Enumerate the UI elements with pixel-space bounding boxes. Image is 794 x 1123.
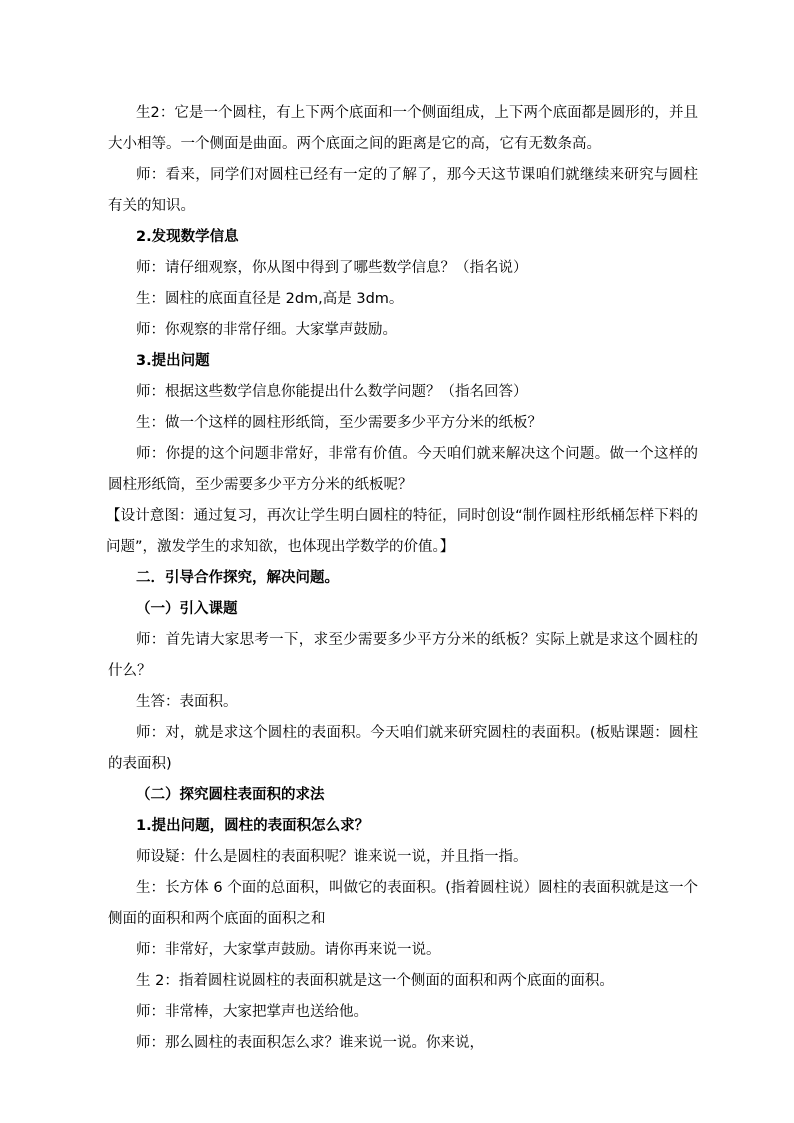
section-heading: 2.发现数学信息	[136, 229, 239, 245]
section-heading: 1.提出问题，圆柱的表面积怎么求？	[136, 818, 370, 834]
paragraph: 师：首先请大家思考一下，求至少需要多少平方分米的纸板？实际上就是求这个圆柱的什么？	[108, 632, 698, 679]
paragraph: 生：长方体 6 个面的总面积，叫做它的表面积。(指着圆柱说）圆柱的表面积就是这一个侧面的面积和两个底面的面积之和	[108, 880, 698, 927]
paragraph: 生：圆柱的底面直径是 2dm,高是 3dm。	[136, 291, 404, 307]
section-heading: 3.提出问题	[136, 353, 210, 369]
paragraph: 师：对，就是求这个圆柱的表面积。今天咱们就来研究圆柱的表面积。(板贴课题：圆柱的表面积)	[108, 725, 698, 772]
section-heading: （二）探究圆柱表面积的求法	[136, 787, 325, 803]
paragraph: 师：你观察的非常仔细。大家掌声鼓励。	[136, 322, 397, 338]
paragraph: 生 2：指着圆柱说圆柱的表面积就是这一个侧面的面积和两个底面的面积。	[136, 973, 614, 989]
paragraph: 生2：它是一个圆柱，有上下两个底面和一个侧面组成，上下两个底面都是圆形的，并且大小相等。一个侧面是曲面。两个底面之间的距离是它的高，它有无数条高。	[108, 105, 698, 152]
paragraph: 师：请仔细观察，你从图中得到了哪些数学信息？（指名说）	[136, 260, 528, 276]
paragraph: 师：非常好，大家掌声鼓励。请你再来说一说。	[136, 942, 441, 958]
paragraph: 师：根据这些数学信息你能提出什么数学问题？（指名回答）	[136, 384, 528, 400]
section-heading: 二．引导合作探究，解决问题。	[136, 570, 339, 586]
paragraph: 师：看来，同学们对圆柱已经有一定的了解了，那今天这节课咱们就继续来研究与圆柱有关的知识。	[108, 167, 698, 214]
paragraph: 生答：表面积。	[136, 694, 238, 710]
paragraph: 师：那么圆柱的表面积怎么求？谁来说一说。你来说，	[136, 1035, 484, 1051]
paragraph: 【设计意图：通过复习，再次让学生明白圆柱的特征，同时创设“制作圆柱形纸桶怎样下料的问题”，激发学生的求知欲，也体现出学数学的价值。】	[106, 508, 698, 555]
paragraph: 生：做一个这样的圆柱形纸筒，至少需要多少平方分米的纸板？	[136, 415, 542, 431]
paragraph: 师：非常棒，大家把掌声也送给他。	[136, 1004, 368, 1020]
paragraph: 师：你提的这个问题非常好，非常有价值。今天咱们就来解决这个问题。做一个这样的圆柱形纸筒，至少需要多少平方分米的纸板呢？	[108, 446, 698, 493]
paragraph: 师设疑：什么是圆柱的表面积呢？谁来说一说，并且指一指。	[136, 849, 528, 865]
section-heading: （一）引入课题	[136, 601, 238, 617]
